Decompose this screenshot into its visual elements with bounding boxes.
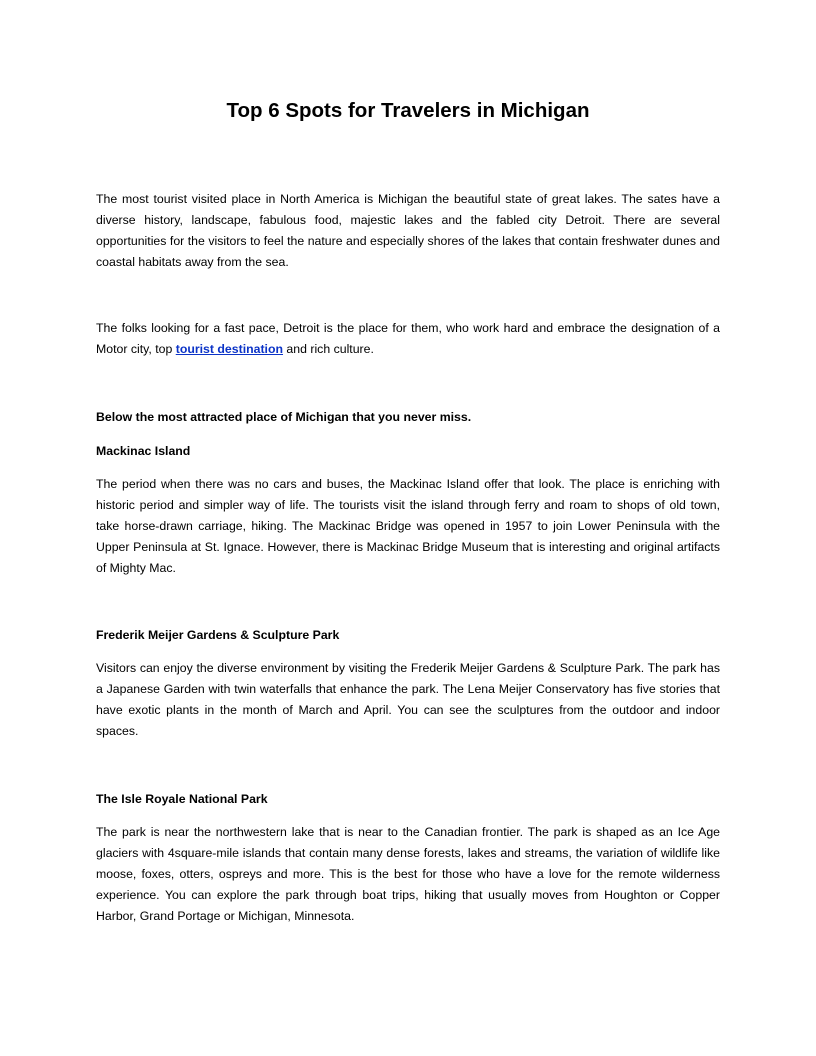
- lead-in-heading: Below the most attracted place of Michigan that you never miss.: [96, 410, 472, 424]
- section-body-mackinac: The period when there was no cars and buses, the Mackinac Island offer that look. The place is enriching with historic period and simpler way of life. The tourists visit the island through ferry and roam to shops of old town, take horse-drawn carriage, hiking. The Mackinac Bridge was opened in 1957 to join Lower Peninsula with the Upper Peninsula at St. Ignace. However, there is Mackinac Bridge Museum that is interesting and original artifacts of Mighty Mac.: [96, 477, 720, 575]
- section-body-isle-royale: The park is near the northwestern lake that is near to the Canadian frontier. The park is shaped as an Ice Age glaciers with 4square-mile islands that contain many dense forests, lakes and streams, the variation of wildlife like moose, foxes, otters, ospreys and more. This is the best for those who have a love for the remote wilderness experience. You can explore the park through boat trips, hiking that usually moves from Houghton or Copper Harbor, Grand Portage or Michigan, Minnesota.: [96, 825, 720, 923]
- page-title: Top 6 Spots for Travelers in Michigan: [226, 99, 590, 122]
- intro-paragraph: The most tourist visited place in North America is Michigan the beautiful state of great lakes. The sates have a diverse history, landscape, fabulous food, majestic lakes and the fabled city Detroit. There are several opportunities for the visitors to feel the nature and especially shores of the lakes that contain freshwater dunes and coastal habitats away from the sea.: [96, 192, 720, 269]
- section-heading-mackinac: Mackinac Island: [96, 444, 191, 458]
- tourist-destination-link[interactable]: tourist destination: [175, 342, 283, 356]
- section-heading-isle-royale: The Isle Royale National Park: [96, 792, 268, 806]
- detroit-text-before: The folks looking for a fast pace, Detroit is the place for them, who work hard and embrace the designation of a Motor city, top: [96, 321, 720, 356]
- detroit-paragraph: [96, 318, 720, 360]
- section-heading-meijer: Frederik Meijer Gardens & Sculpture Park: [96, 628, 340, 642]
- detroit-text-after: and rich culture.: [283, 342, 374, 356]
- section-body-meijer: Visitors can enjoy the diverse environment by visiting the Frederik Meijer Gardens & Sculpture Park. The park has a Japanese Garden with twin waterfalls that enhance the park. The Lena Meijer Conservatory has five stories that have exotic plants in the month of March and April. You can see the sculptures from the outdoor and indoor spaces.: [96, 661, 720, 738]
